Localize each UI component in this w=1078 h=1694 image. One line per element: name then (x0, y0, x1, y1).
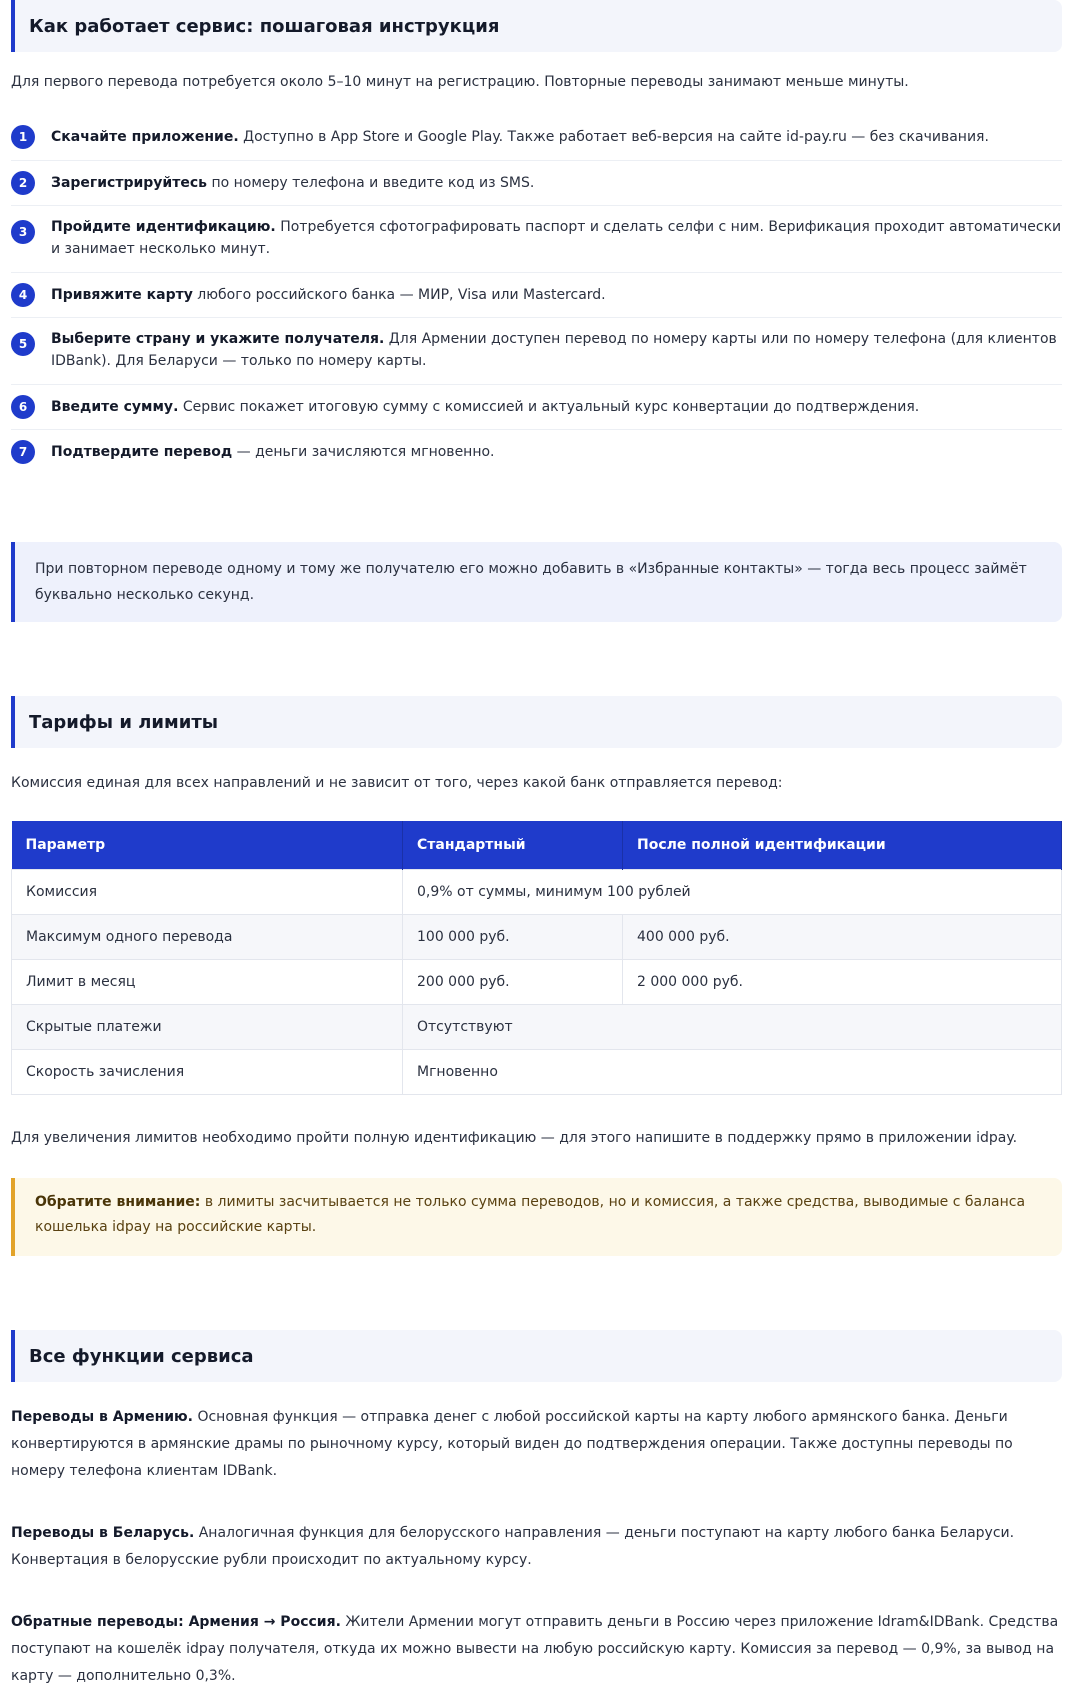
table-row (12, 869, 1062, 914)
favorites-tip: При повторном переводе одному и тому же получателю его можно добавить в «Избранные контакты» — тогда весь процесс займёт буквально несколько секунд. (11, 542, 1062, 622)
column-header-full-identification: После полной идентификации (623, 821, 1062, 869)
step-number-badge: 5 (11, 332, 35, 356)
column-header-parameter: Параметр (12, 821, 403, 869)
step-number-badge: 6 (11, 395, 35, 419)
tariffs-header (11, 696, 1062, 748)
step-number-badge: 7 (11, 440, 35, 464)
table-cell-value: 0,9% от суммы, минимум 100 рублей (403, 869, 1062, 914)
feature-reverse-transfers: Обратные переводы: Армения → Россия. Жители Армении могут отправить деньги в Россию через приложение Idram&IDBank. Средства поступают на кошелёк idpay получателя, откуда их можно вывести на любую российскую карту. Комиссия за перевод — 0,9%, за вывод на карту — дополнительно 0,3%. (11, 1614, 1059, 1684)
step-number-badge: 2 (11, 171, 35, 195)
step-item (11, 385, 1062, 430)
step-item (11, 206, 1062, 273)
step-number-badge: 3 (11, 220, 35, 244)
table-cell-value: Отсутствуют (403, 1004, 1062, 1049)
table-cell-full: 2 000 000 руб. (623, 959, 1062, 1004)
table-cell-value: Мгновенно (403, 1049, 1062, 1094)
features-title: Все функции сервиса (29, 1345, 254, 1367)
feature-belarus: Переводы в Беларусь. Аналогичная функция для белорусского направления — деньги поступают на карту любого банка Беларуси. Конвертация в белорусские рубли происходит по актуальному курсу. (11, 1525, 1015, 1568)
step-text: Выберите страну и укажите получателя. Для Армении доступен перевод по номеру карты или по номеру телефона (для клиентов IDBank). Для Беларуси — только по номеру карты. (51, 331, 1057, 369)
column-header-standard: Стандартный (403, 821, 623, 869)
table-row (12, 1049, 1062, 1094)
table-cell-full: 400 000 руб. (623, 914, 1062, 959)
warning-label: Обратите внимание: (35, 1194, 201, 1210)
step-item (11, 318, 1062, 385)
how-it-works-intro: Для первого перевода потребуется около 5–10 минут на регистрацию. Повторные переводы занимают меньше минуты. (11, 74, 909, 90)
table-row (12, 1004, 1062, 1049)
feature-armenia: Переводы в Армению. Основная функция — отправка денег с любой российской карты на карту любого армянского банка. Деньги конвертируются в армянские драмы по рыночному курсу, который виден до подтверждения операции. Также доступны переводы по номеру телефона клиентам IDBank. (11, 1409, 1013, 1479)
how-it-works-header (11, 0, 1062, 52)
table-cell-param: Скрытые платежи (12, 1004, 403, 1049)
tariffs-title: Тарифы и лимиты (29, 711, 219, 733)
table-cell-param: Лимит в месяц (12, 959, 403, 1004)
step-text: Введите сумму. Сервис покажет итоговую сумму с комиссией и актуальный курс конвертации до подтверждения. (51, 399, 920, 415)
table-cell-param: Скорость зачисления (12, 1049, 403, 1094)
step-text: Подтвердите перевод — деньги зачисляются мгновенно. (51, 444, 495, 460)
table-row (12, 959, 1062, 1004)
features-header (11, 1330, 1062, 1382)
step-item (11, 161, 1062, 206)
steps-list (11, 116, 1062, 474)
step-text: Пройдите идентификацию. Потребуется сфотографировать паспорт и сделать селфи с ним. Верификация проходит автоматически и занимает несколько минут. (51, 219, 1062, 257)
limits-warning (11, 1178, 1062, 1256)
table-header-row (12, 821, 1062, 869)
limits-increase-text: Для увеличения лимитов необходимо пройти полную идентификацию — для этого напишите в поддержку прямо в приложении idpay. (11, 1130, 1018, 1146)
table-row (12, 914, 1062, 959)
table-cell-param: Максимум одного перевода (12, 914, 403, 959)
warning-text: в лимиты засчитывается не только сумма переводов, но и комиссия, а также средства, выводимые с баланса кошелька idpay на российские карты. (35, 1194, 1026, 1235)
tariffs-intro: Комиссия единая для всех направлений и не зависит от того, через какой банк отправляется перевод: (11, 775, 783, 791)
table-cell-param: Комиссия (12, 869, 403, 914)
table-cell-standard: 100 000 руб. (403, 914, 623, 959)
step-item (11, 430, 1062, 474)
table-cell-standard: 200 000 руб. (403, 959, 623, 1004)
tariffs-table (11, 821, 1062, 1095)
step-text: Зарегистрируйтесь по номеру телефона и введите код из SMS. (51, 175, 535, 191)
step-text: Привяжите карту любого российского банка — МИР, Visa или Mastercard. (51, 287, 606, 303)
how-it-works-title: Как работает сервис: пошаговая инструкция (29, 15, 500, 37)
step-text: Скачайте приложение. Доступно в App Store и Google Play. Также работает веб-версия на сайте id-pay.ru — без скачивания. (51, 129, 989, 145)
step-item (11, 116, 1062, 161)
step-number-badge: 4 (11, 283, 35, 307)
step-number-badge: 1 (11, 125, 35, 149)
step-item (11, 273, 1062, 318)
